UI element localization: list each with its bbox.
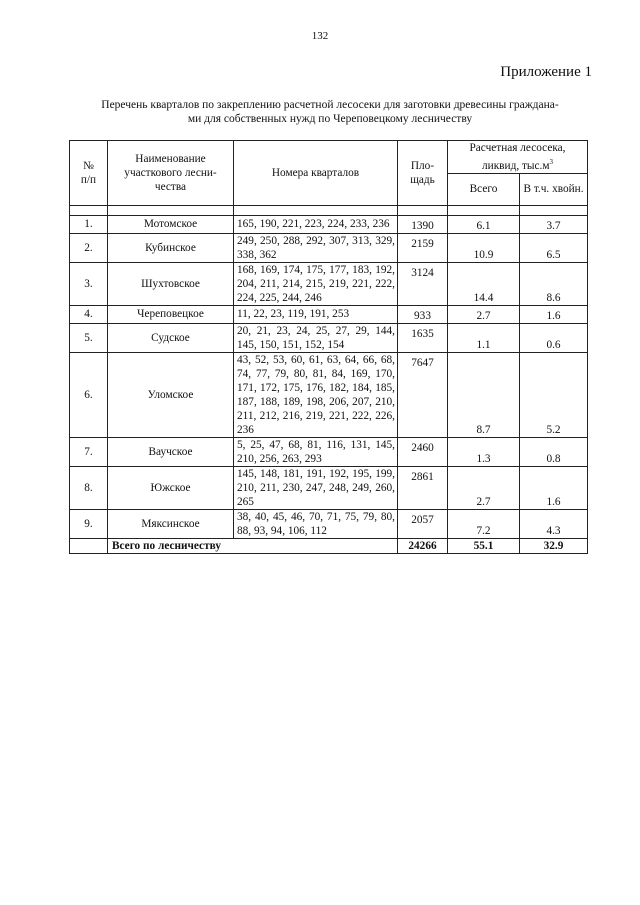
cell-num: 2.: [70, 233, 108, 262]
header-quarters: Номера кварталов: [234, 141, 398, 206]
cell-coniferous: 4.3: [520, 509, 588, 538]
cell-num: 6.: [70, 352, 108, 437]
header-num: № п/п: [70, 141, 108, 206]
header-name: Наименование участкового лесни-чества: [108, 141, 234, 206]
table-row: [70, 233, 588, 262]
cell-area: 2460: [398, 437, 448, 466]
cell-coniferous: 0.8: [520, 437, 588, 466]
document-title: [70, 98, 590, 126]
header-coniferous: В т.ч. хвойн.: [520, 173, 588, 205]
table-row: [70, 437, 588, 466]
cell-name: Мотомское: [108, 215, 234, 233]
cell-coniferous: 5.2: [520, 352, 588, 437]
cell-coniferous: 3.7: [520, 215, 588, 233]
cell-name: Череповецкое: [108, 305, 234, 323]
cell-area: 933: [398, 305, 448, 323]
cell-area: 2057: [398, 509, 448, 538]
cell-area: 2159: [398, 233, 448, 262]
cell-total: 14.4: [448, 262, 520, 305]
cell-coniferous: 1.6: [520, 466, 588, 509]
cell-num: 7.: [70, 437, 108, 466]
cell-quarters: 38, 40, 45, 46, 70, 71, 75, 79, 80, 88, 93, 94, 106, 112: [234, 509, 398, 538]
table-row: [70, 215, 588, 233]
cell-name: Кубинское: [108, 233, 234, 262]
cell-summary-coniferous: 32.9: [520, 538, 588, 553]
cell-quarters: 43, 52, 53, 60, 61, 63, 64, 66, 68, 74, 77, 79, 80, 81, 84, 169, 170, 171, 172, 175, 176, 182, 184, 185, 187, 188, 189, 198, 206, 207, 210, 211, 212, 216, 219, 221, 222, 226, 236: [234, 352, 398, 437]
cell-summary-label: Всего по лесничеству: [108, 538, 398, 553]
cell-total: 6.1: [448, 215, 520, 233]
cell-total: 10.9: [448, 233, 520, 262]
cell-name: Уломское: [108, 352, 234, 437]
title-line-1: Перечень кварталов по закреплению расчетной лесосеки для заготовки древесины граждана-: [101, 99, 559, 111]
cell-num: 1.: [70, 215, 108, 233]
cell-total: 1.3: [448, 437, 520, 466]
cell-summary-total: 55.1: [448, 538, 520, 553]
cell-total: 7.2: [448, 509, 520, 538]
cell-quarters: 168, 169, 174, 175, 177, 183, 192, 204, 211, 214, 215, 219, 221, 222, 224, 225, 244, 246: [234, 262, 398, 305]
cell-name: Шухтовское: [108, 262, 234, 305]
table-row: [70, 509, 588, 538]
header-allowable-cut-sup: 3: [549, 158, 553, 166]
cell-name: Ваучское: [108, 437, 234, 466]
cell-quarters: 145, 148, 181, 191, 192, 195, 199, 210, 211, 230, 247, 248, 249, 260, 265: [234, 466, 398, 509]
table-row: [70, 352, 588, 437]
quarters-table: [69, 140, 588, 554]
header-allowable-cut: [448, 141, 588, 174]
cell-area: 7647: [398, 352, 448, 437]
cell-summary-area: 24266: [398, 538, 448, 553]
title-line-2: ми для собственных нужд по Череповецкому лесничеству: [187, 113, 473, 125]
cell-coniferous: 0.6: [520, 323, 588, 352]
page-number: 132: [311, 30, 329, 42]
cell-coniferous: 1.6: [520, 305, 588, 323]
cell-name: Южское: [108, 466, 234, 509]
cell-area: 1390: [398, 215, 448, 233]
cell-area: 2861: [398, 466, 448, 509]
appendix-label: Приложение 1: [500, 64, 592, 80]
cell-num: 4.: [70, 305, 108, 323]
cell-num: 9.: [70, 509, 108, 538]
cell-quarters: 5, 25, 47, 68, 81, 116, 131, 145, 210, 256, 263, 293: [234, 437, 398, 466]
header-area: Пло-щадь: [398, 141, 448, 206]
cell-total: 8.7: [448, 352, 520, 437]
table-row: [70, 262, 588, 305]
table-row: [70, 305, 588, 323]
cell-quarters: 20, 21, 23, 24, 25, 27, 29, 144, 145, 150, 151, 152, 154: [234, 323, 398, 352]
cell-num: 8.: [70, 466, 108, 509]
table-row-spacer: [70, 205, 588, 215]
header-total: Всего: [448, 173, 520, 205]
cell-area: 3124: [398, 262, 448, 305]
table-row: [70, 466, 588, 509]
cell-coniferous: 6.5: [520, 233, 588, 262]
table-row: [70, 323, 588, 352]
cell-quarters: 249, 250, 288, 292, 307, 313, 329, 338, 362: [234, 233, 398, 262]
table-summary-row: [70, 538, 588, 553]
cell-num: 5.: [70, 323, 108, 352]
cell-quarters: 11, 22, 23, 119, 191, 253: [234, 305, 398, 323]
cell-total: 2.7: [448, 466, 520, 509]
cell-name: Судское: [108, 323, 234, 352]
cell-num: 3.: [70, 262, 108, 305]
cell-summary-empty: [70, 538, 108, 553]
cell-name: Мяксинское: [108, 509, 234, 538]
cell-area: 1635: [398, 323, 448, 352]
cell-total: 1.1: [448, 323, 520, 352]
cell-total: 2.7: [448, 305, 520, 323]
cell-quarters: 165, 190, 221, 223, 224, 233, 236: [234, 215, 398, 233]
header-allowable-cut-text: Расчетная лесосека, ликвид, тыс.м: [469, 142, 566, 172]
cell-coniferous: 8.6: [520, 262, 588, 305]
